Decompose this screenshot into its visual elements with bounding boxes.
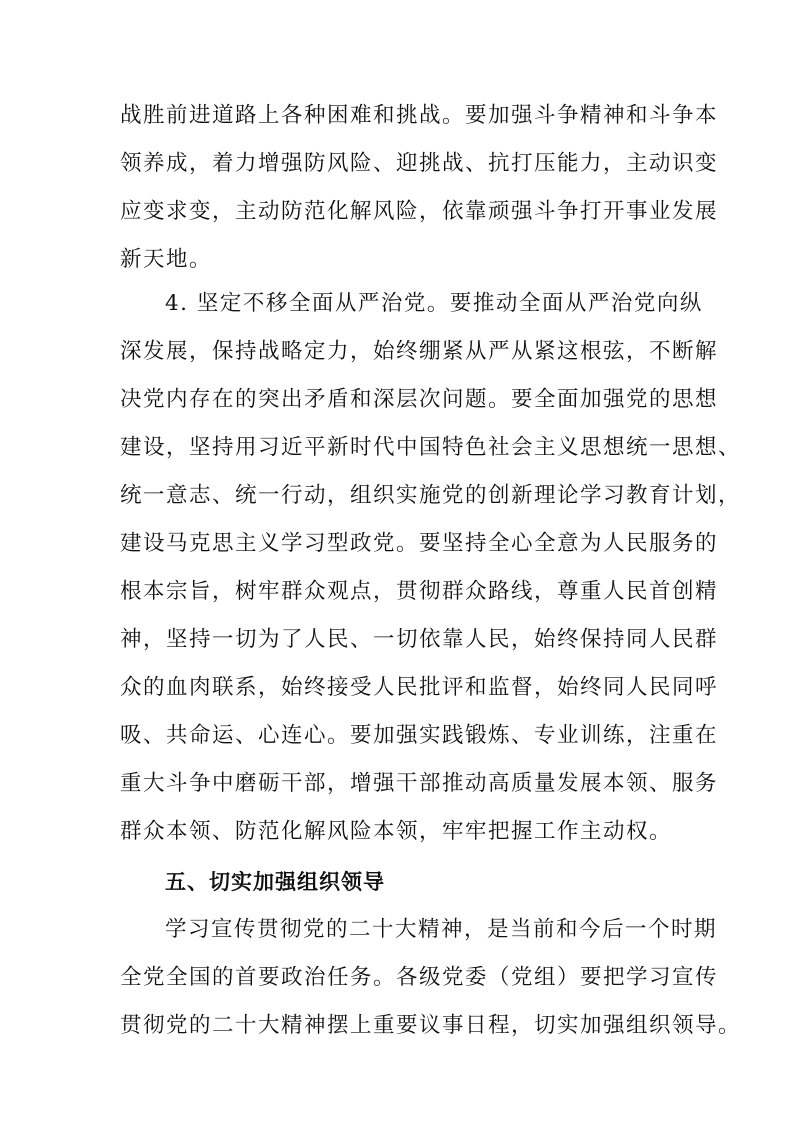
paragraph-line: 众的血肉联系，始终接受人民批评和监督，始终同人民同呼 bbox=[120, 675, 719, 700]
paragraph-line: 深发展，保持战略定力，始终绷紧从严从紧这根弦，不断解 bbox=[120, 339, 719, 364]
paragraph-line: 学习宣传贯彻党的二十大精神，是当前和今后一个时期 bbox=[165, 917, 718, 942]
paragraph-line: 新天地。 bbox=[120, 247, 213, 272]
paragraph-line: 领养成，着力增强防风险、迎挑战、抗打压能力，主动识变 bbox=[120, 151, 719, 176]
paragraph-line: 吸、共命运、心连心。要加强实践锻炼、专业训练，注重在 bbox=[120, 723, 719, 748]
paragraph-line: 统一意志、统一行动，组织实施党的创新理论学习教育计划， bbox=[120, 483, 742, 508]
paragraph-line: 根本宗旨，树牢群众观点，贯彻群众路线，尊重人民首创精 bbox=[120, 579, 719, 604]
paragraph-line: 神，坚持一切为了人民、一切依靠人民，始终保持同人民群 bbox=[120, 627, 719, 652]
paragraph-line: 战胜前进道路上各种困难和挑战。要加强斗争精神和斗争本 bbox=[120, 103, 719, 128]
paragraph-line: 决党内存在的突出矛盾和深层次问题。要全面加强党的思想 bbox=[120, 387, 719, 412]
paragraph-line: 全党全国的首要政治任务。各级党委（党组）要把学习宣传 bbox=[120, 965, 719, 990]
paragraph-line: 建设，坚持用习近平新时代中国特色社会主义思想统一思想、 bbox=[120, 435, 742, 460]
paragraph-line: 4. 坚定不移全面从严治党。要推动全面从严治党向纵 bbox=[165, 291, 703, 316]
paragraph-line: 建设马克思主义学习型政党。要坚持全心全意为人民服务的 bbox=[120, 531, 719, 556]
paragraph-line: 贯彻党的二十大精神摆上重要议事日程，切实加强组织领导。 bbox=[120, 1013, 742, 1038]
paragraph-line: 重大斗争中磨砺干部，增强干部推动高质量发展本领、服务 bbox=[120, 771, 719, 796]
section-heading: 五、切实加强组织领导 bbox=[165, 870, 385, 894]
paragraph-line: 群众本领、防范化解风险本领，牢牢把握工作主动权。 bbox=[120, 819, 673, 844]
paragraph-line: 应变求变，主动防范化解风险，依靠顽强斗争打开事业发展 bbox=[120, 199, 719, 224]
